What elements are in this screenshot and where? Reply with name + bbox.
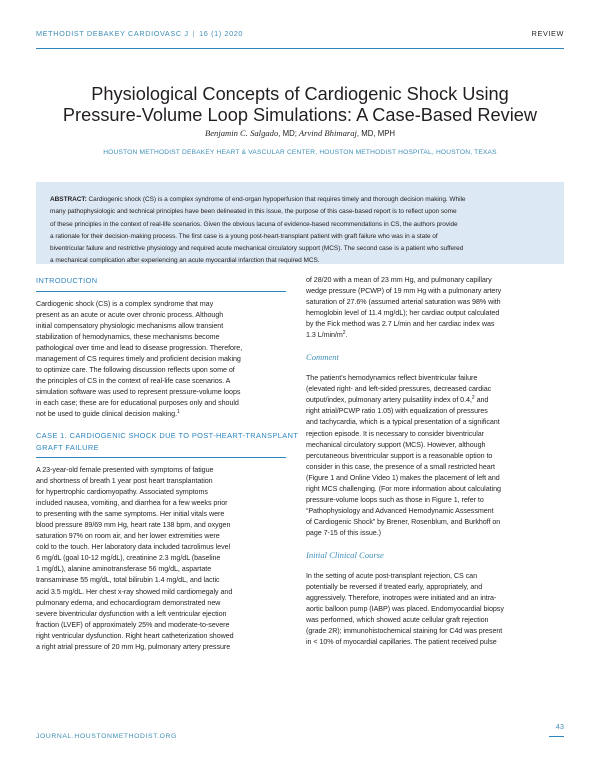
abstract-text: ABSTRACT: Cardiogenic shock (CS) is a complex syndrome of end-organ hypoperfusion that requires timely and thorough decision making. While many pathophysiologic and technical principles have been delineated in this issue, the purpose of this case-based report is to reflect upon some of these principles in the context of real-life scenarios. Given the obvious lacuna of evidence-based recommendations in CS, the authors provide a rationale for their decision-making process. The first case is a young post-heart-transplant patient with graft failure who was in a state of biventricular failure and restrictive physiology and required acute mechanical circulatory support (MCS). The second case is a patient who suffered a mechanical complication after experiencing an acute myocardial infarction that required MCS. xyxy=(50,196,466,265)
running-header xyxy=(36,29,564,43)
page-number-divider xyxy=(549,736,564,737)
header-divider xyxy=(36,48,564,49)
affiliation: HOUSTON METHODIST DEBAKEY HEART & VASCULAR CENTER, HOUSTON METHODIST HOSPITAL, HOUSTON, TEXAS xyxy=(103,149,497,156)
right-column xyxy=(306,275,556,648)
case1-paragraph: A 23-year-old female presented with symptoms of fatigue and shortness of breath 1 year post heart transplantation for hypertrophic cardiomyopathy. Associated symptoms included nausea, vomiting, and diarrhea for a few weeks prior to presenting with the same symptoms. Her initial vitals were blood pressure 89/69 mm Hg, heart rate 138 bpm, and oxygen saturation 97% on room air, and her lower extremities were cold to the touch. Her laboratory data included tacrolimus level 6 mg/dL (goal 10-12 mg/dL), creatinine 2.3 mg/dL (baseline 1 mg/dL), alanine aminotransferase 56 mg/dL, aspartate transaminase 55 mg/dL, total bilirubin 1.4 mg/dL, and lactic acid 3.5 mg/dL. Her chest x-ray showed mild cardiomegaly and pulmonary edema, and echocardiogram demonstrated new severe biventricular dysfunction with a left ventricular ejection fraction (LVEF) of approximately 25% and moderate-to-severe right ventricular dysfunction. Right heart catheterization showed a right atrial pressure of 20 mm Hg, pulmonary artery pressure xyxy=(36,466,234,651)
page-number: 43 xyxy=(555,722,564,731)
journal-citation: METHODIST DEBAKEY CARDIOVASC J | 16 (1) 2020 xyxy=(36,29,244,38)
introduction-paragraph: Cardiogenic shock (CS) is a complex syndrome that may present as an acute or acute over chronic process. Although initial compensatory physiologic mechanisms allow transient stabilization of hemodynamics, these mechanisms become pathological over time and lead to disease progression. Therefore, management of CS requires timely and proficient decision making to optimize care. The following discussion reflects upon some of the principles of CS in the context of real-life case scenarios. A simulation software was used to represent pressure-volume loops in each case; these are for educational purposes only and should not be used to guide clinical decision making.$^1$ xyxy=(36,299,243,418)
abstract-label: ABSTRACT: xyxy=(50,196,87,203)
abstract-box xyxy=(36,182,564,264)
comment-paragraph: The patient’s hemodynamics reflect biventricular failure (elevated right- and left-sided pressures, decreased cardiac output/index, pulmonary artery pulsatility index of 0.4,$^2$ and right atrial/PCWP ratio 1.05) with equalization of pressures and tachycardia, which is a typical presentation of a significant rejection episode. It is necessary to consider biventricular mechanical circulatory support (MCS). However, although percutaneous biventricular support is a reasonable option to consider in this case, the presence of a small restricted heart (Figure 1 and Online Video 1) makes the placement of left and right MCS challenging. (For more information about calculating pressure-volume loops such as those in Figure 1, refer to “Pathophysiology and Advanced Hemodynamic Assessment of Cardiogenic Shock” by Brener, Rosenblum, and Burkhoff on page 7-15 of this issue.) xyxy=(306,374,501,537)
case1-continued-paragraph: of 28/20 with a mean of 23 mm Hg, and pulmonary capillary wedge pressure (PCWP) of 19 mm Hg with a pulmonary artery saturation of 27.6% (assumed arterial saturation was 98% with hemoglobin level of 11.4 mg/dL); her cardiac output calculated by the Fick method was 2.7 L/min and her cardiac index was 1.3 $L/\min/m^2$. xyxy=(306,276,502,340)
left-column xyxy=(36,275,299,653)
introduction-heading: INTRODUCTION xyxy=(36,276,98,285)
case1-heading: CASE 1. CARDIOGENIC SHOCK DUE TO POST-HEART-TRANSPLANT GRAFT FAILURE xyxy=(36,431,299,452)
clinical-course-paragraph: In the setting of acute post-transplant rejection, CS can potentially be reversed if treated early, appropriately, and aggressively. Therefore, inotropes were initiated and an intra- aortic balloon pump (IABP) was placed. Endomyocardial biopsy was performed, which showed acute cellular graft rejection (grade 2R); immunohistochemical staining for C4d was present in < 10% of myocardial capillaries. The patient received pulse xyxy=(306,571,504,647)
reference-marker: 2 xyxy=(471,395,475,402)
author-list: Benjamin C. Salgado, MD; Arvind Bhimaraj, MD, MPH xyxy=(204,128,396,138)
section-label: REVIEW xyxy=(531,29,564,38)
initial-clinical-course-subheading: Initial Clinical Course xyxy=(306,549,384,560)
heading-divider xyxy=(36,457,286,458)
author-2: Arvind Bhimaraj xyxy=(298,128,357,138)
reference-marker: 1 xyxy=(177,408,180,415)
heading-divider xyxy=(36,291,286,292)
article-title: Physiological Concepts of Cardiogenic Shock Using Pressure-Volume Loop Simulations: A Case-Based Review xyxy=(62,84,538,125)
comment-subheading: Comment xyxy=(306,352,339,363)
author-1: Benjamin C. Salgado xyxy=(204,128,279,138)
journal-url: JOURNAL.HOUSTONMETHODIST.ORG xyxy=(36,733,177,740)
